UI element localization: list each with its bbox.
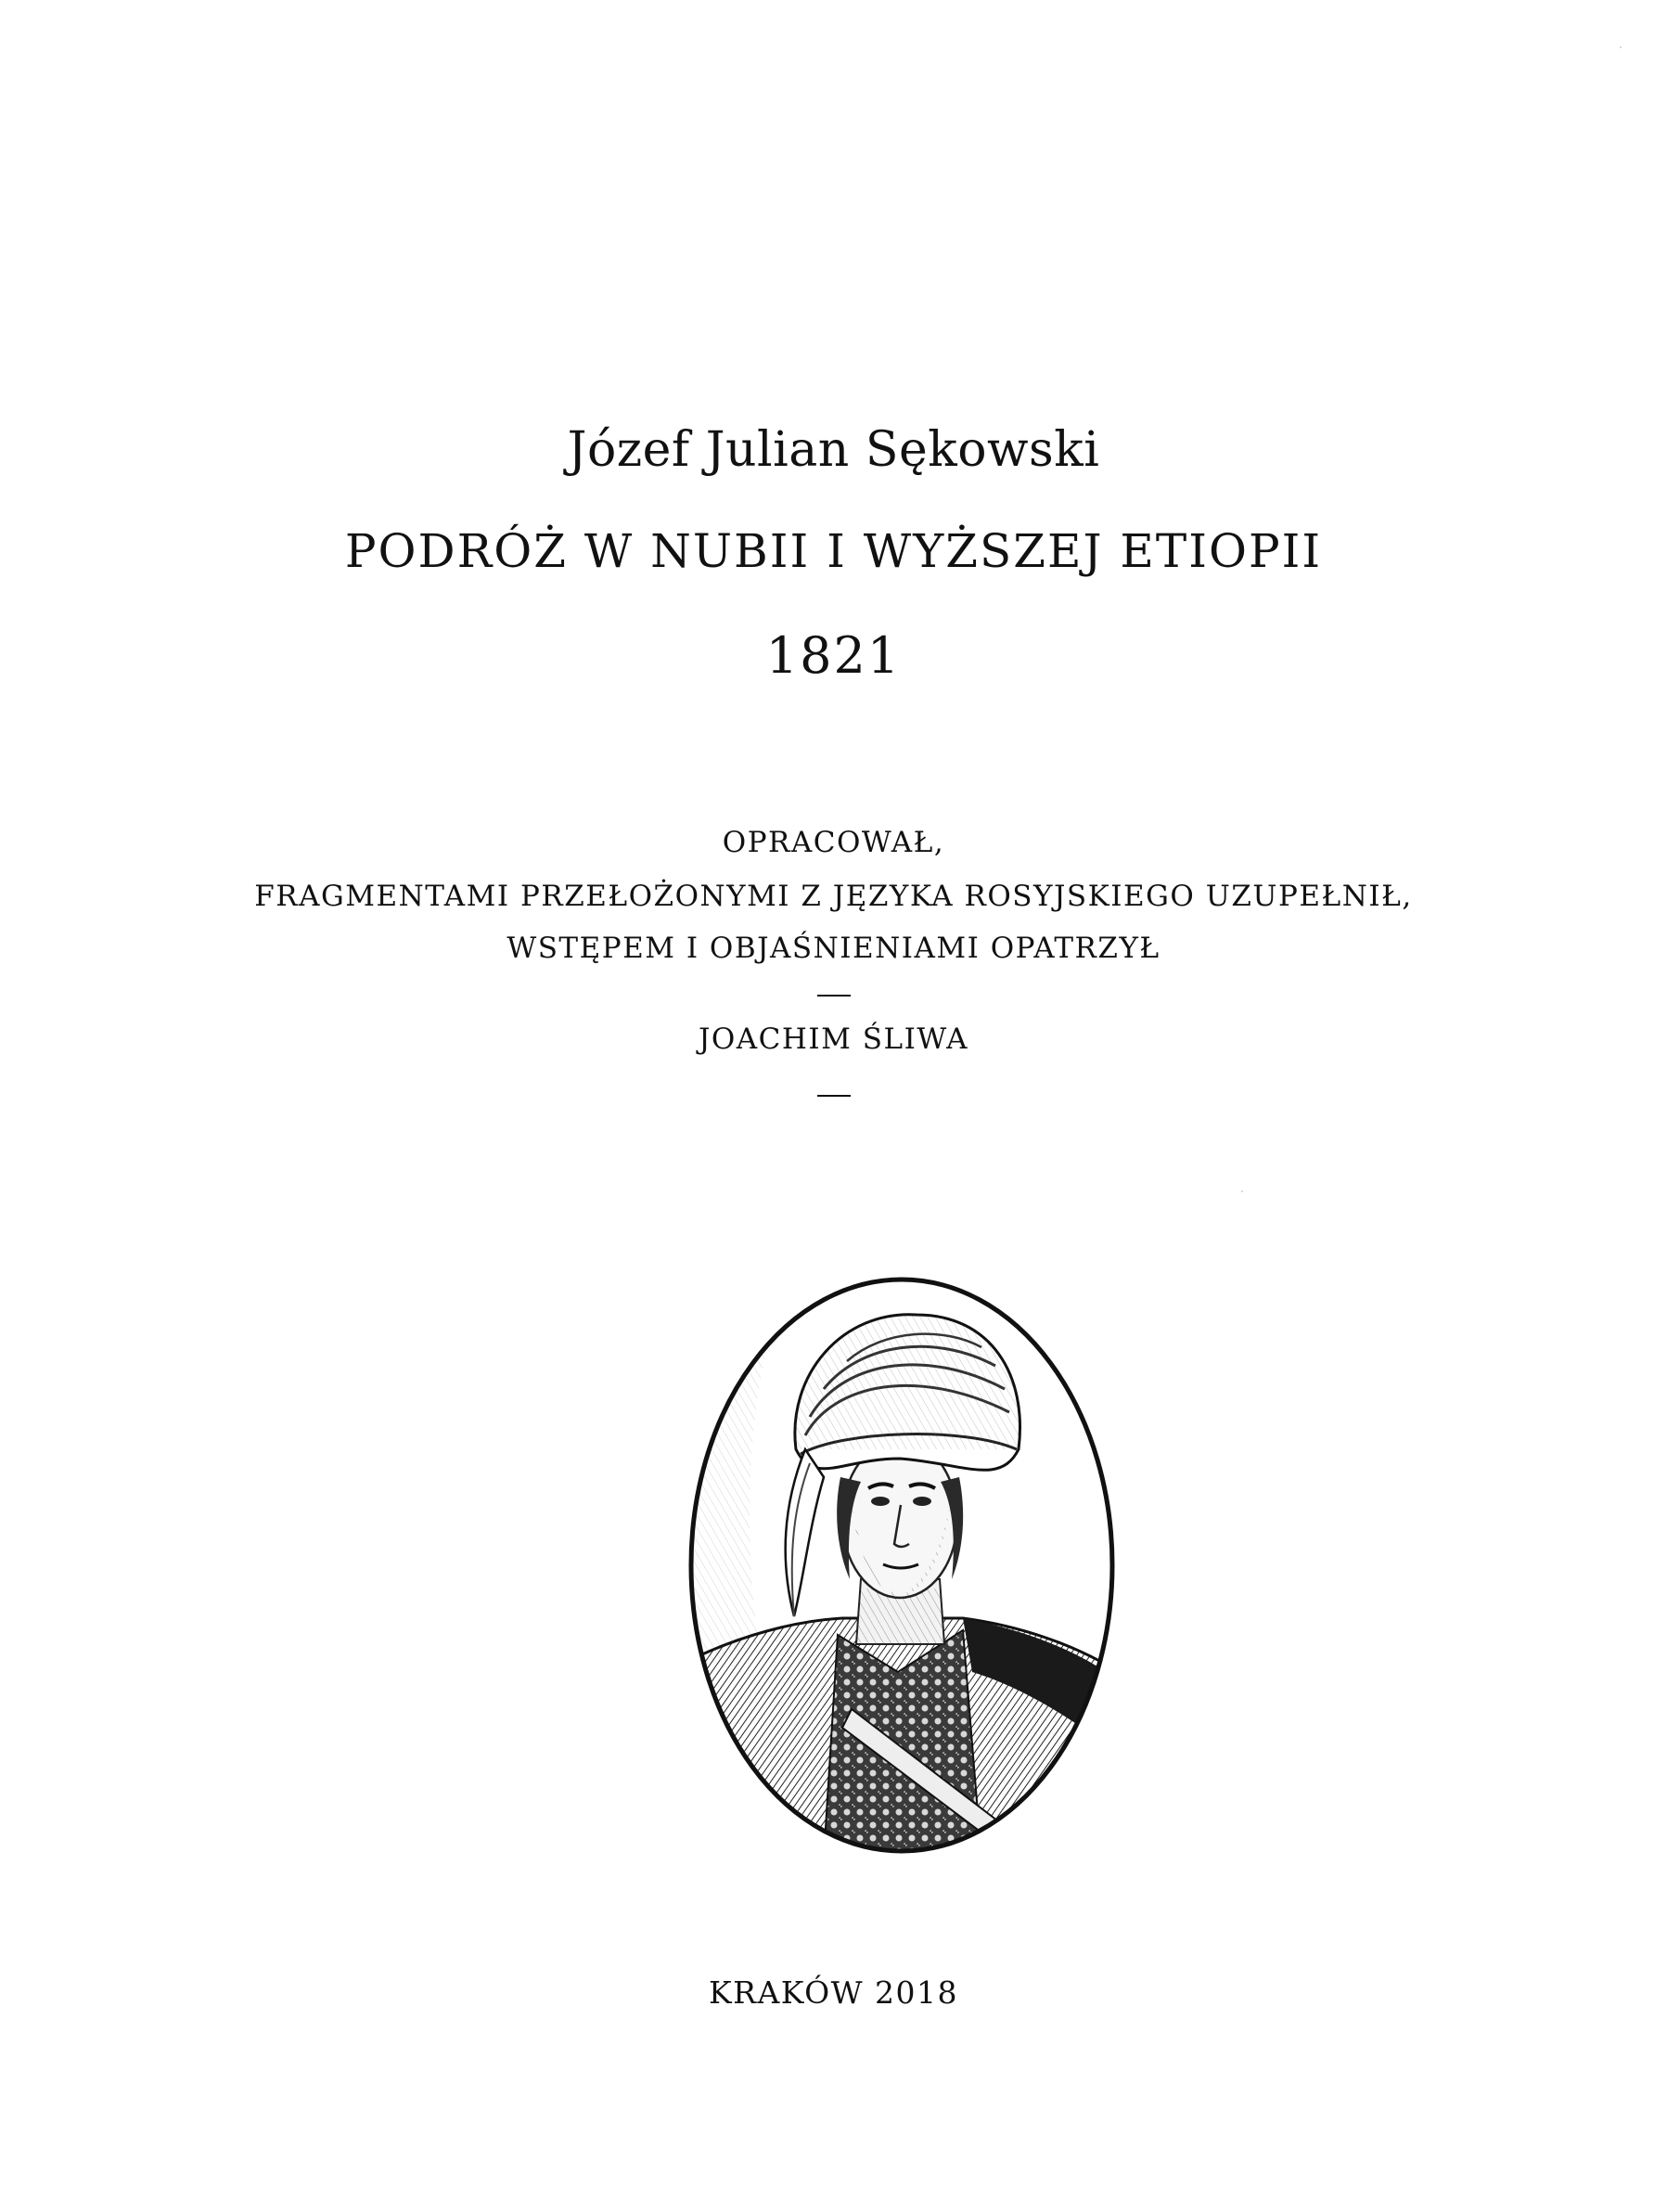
portrait-engraving-icon [685, 1273, 1119, 1858]
editor-name: JOACHIM ŚLIWA [698, 1022, 969, 1056]
publication-year-original: 1821 [765, 626, 902, 685]
book-title: PODRÓŻ W NUBII I WYŻSZEJ ETIOPII [344, 524, 1323, 578]
publication-place-year: KRAKÓW 2018 [708, 1974, 959, 2011]
scan-speck [1241, 1190, 1243, 1192]
credits-line-3: WSTĘPEM I OBJAŚNIENIAMI OPATRZYŁ [507, 932, 1160, 965]
divider-dash [817, 1095, 851, 1097]
credits-line-2: FRAGMENTAMI PRZEŁOŻONYMI Z JĘZYKA ROSYJSKIEGO UZUPEŁNIŁ, [254, 880, 1413, 913]
author-name: Józef Julian Sękowski [567, 422, 1100, 478]
divider-dash [817, 995, 851, 997]
scan-speck [1620, 46, 1622, 48]
credits-line-1: OPRACOWAŁ, [722, 826, 945, 859]
